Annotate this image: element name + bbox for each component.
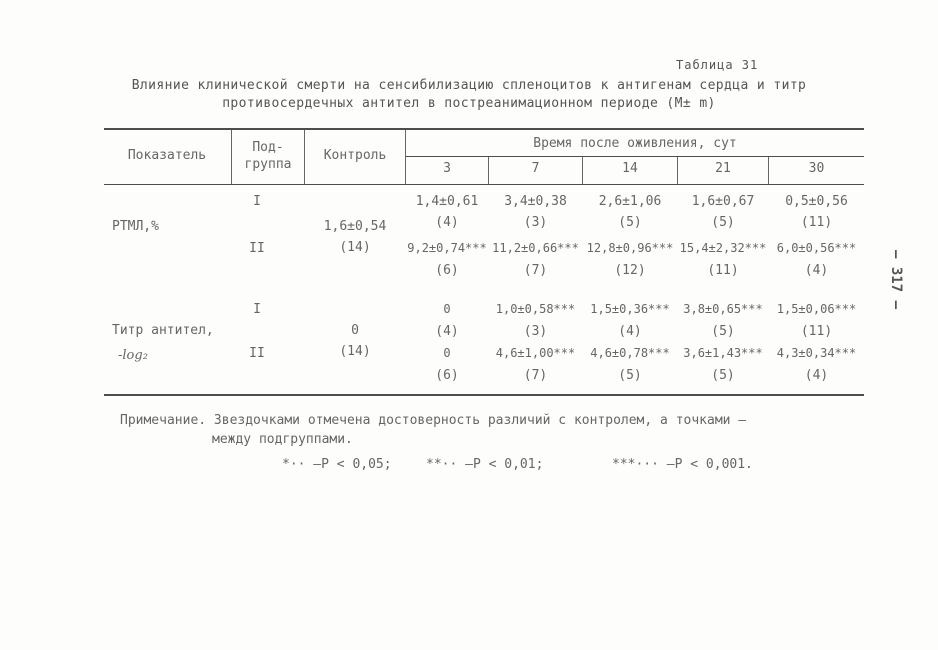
cell-n: (4) [804,263,829,278]
cell-n: (5) [711,368,735,383]
cell-value: 4,6±0,78*** [590,346,670,360]
cell-value: 3,4±0,38 [504,194,567,209]
cell-n: (11) [800,324,833,339]
cell-value: 1,6±0,67 [691,194,755,209]
cell-value: 11,2±0,66*** [492,241,579,255]
table-bottom-rule [104,394,864,396]
cell-value: 15,4±2,32*** [679,241,767,255]
cell-value: 1,5±0,36*** [590,302,670,316]
header-control: Контроль [323,148,387,163]
cell-n: (4) [618,324,642,339]
cell-n: (5) [711,215,735,230]
subgroup-label: I [253,302,261,317]
cell-n: (11) [707,263,739,278]
cell-n: (12) [614,263,646,278]
note-line-1: Примечание. Звездочками отмечена достоверность различий с контролем, а точками – [120,413,747,428]
subgroup-label: II [249,241,265,256]
cell-value: 12,8±0,96*** [586,241,674,255]
page-number: – 317 – [888,250,904,310]
cell-n: (3) [523,215,548,230]
header-day: 14 [622,161,638,176]
cell-n: (4) [804,368,829,383]
cell-value: 0 [443,346,451,360]
cell-value: 1,4±0,61 [415,194,479,209]
significance-legend: *·· –Р < 0,05; [282,457,392,472]
header-indicator: Показатель [127,148,207,163]
control-n: (14) [339,240,371,255]
subgroup-label: I [253,194,261,209]
row-indicator-unit: -log₂ [118,348,148,363]
cell-value: 6,0±0,56*** [776,241,857,255]
row-indicator: Титр антител, [112,323,214,338]
subgroup-label: II [249,346,265,361]
cell-n: (11) [800,215,833,230]
cell-value: 3,6±1,43*** [683,346,763,360]
note-line-2: между подгруппами. [212,432,353,447]
table-title-line-2: противосердечных антител в постреанимационном периоде (M± m) [222,96,716,111]
control-value: 0 [351,323,359,338]
cell-n: (7) [523,263,548,278]
cell-value: 1,0±0,58*** [495,302,576,316]
cell-value: 1,5±0,06*** [776,302,857,316]
header-time-after: Время после оживления, сут [533,136,737,151]
cell-n: (6) [435,263,459,278]
cell-value: 4,3±0,34*** [776,346,857,360]
cell-n: (7) [523,368,548,383]
cell-value: 4,6±1,00*** [495,346,576,360]
header-subgroup: Под- группа [244,140,292,172]
header-day: 7 [531,161,540,176]
table-top-rule [104,128,864,130]
significance-legend: **·· –Р < 0,01; [426,457,544,472]
cell-n: (5) [618,215,642,230]
cell-n: (5) [711,324,735,339]
cell-n: (4) [435,215,459,230]
significance-legend: ***··· –Р < 0,001. [612,457,753,472]
cell-value: 9,2±0,74*** [407,241,487,255]
control-n: (14) [339,344,371,359]
cell-value: 2,6±1,06 [598,194,662,209]
header-day: 30 [808,161,825,176]
header-bottom-rule [104,184,864,185]
cell-n: (6) [435,368,459,383]
table-title-line-1: Влияние клинической смерти на сенсибилизацию спленоцитов к антигенам сердца и титр [131,78,807,93]
time-header-rule [406,156,864,157]
cell-n: (3) [523,324,548,339]
row-indicator: РТМЛ,% [112,219,159,234]
cell-n: (4) [435,324,459,339]
control-value: 1,6±0,54 [323,219,387,234]
table-label: Таблица 31 [676,58,759,72]
header-day: 21 [715,161,731,176]
cell-value: 0 [443,302,451,316]
header-day: 3 [443,161,451,176]
cell-n: (5) [618,368,642,383]
cell-value: 3,8±0,65*** [683,302,763,316]
cell-value: 0,5±0,56 [785,194,848,209]
